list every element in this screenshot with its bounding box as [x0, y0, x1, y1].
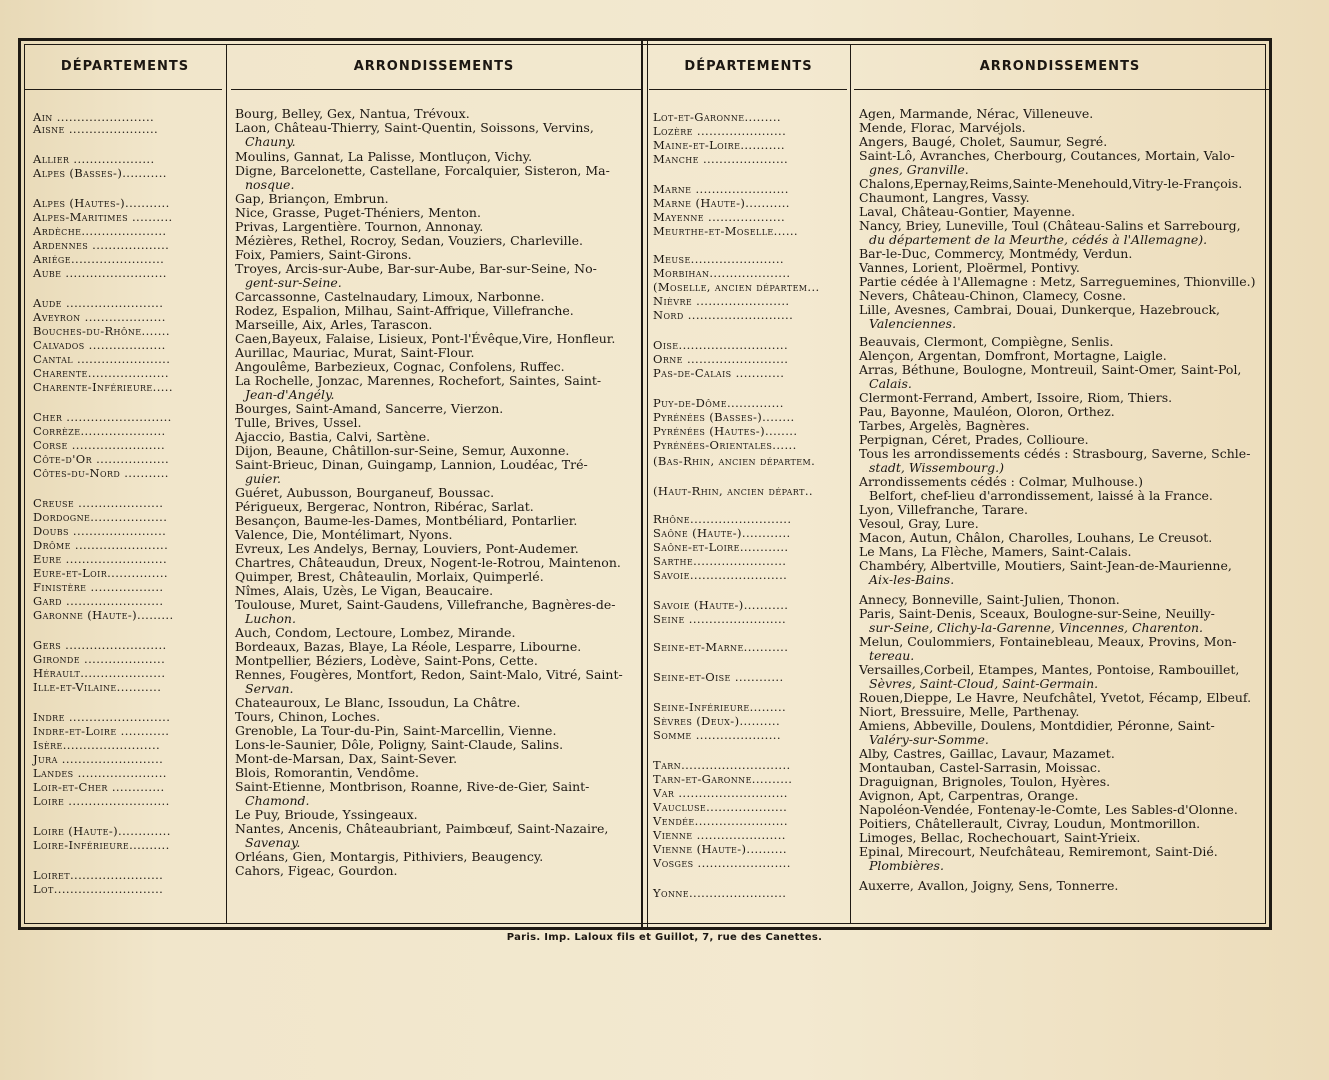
department-name: Sarthe....................... [653, 554, 787, 568]
column-divider [226, 44, 227, 924]
arrondissement-line: tereau. [869, 648, 915, 663]
arrondissement-line: Chaumont, Langres, Vassy. [859, 190, 1030, 205]
arrondissement-line: Paris, Saint-Denis, Sceaux, Boulogne-sur-Seine, Neuilly- [859, 606, 1215, 621]
department-name: Loiret....................... [33, 868, 164, 882]
department-name: Doubs ....................... [33, 524, 167, 538]
department-name: Loire-Inférieure.......... [33, 838, 170, 852]
arrondissement-line: Guéret, Aubusson, Bourganeuf, Boussac. [235, 485, 495, 500]
arrondissement-line: Troyes, Arcis-sur-Aube, Bar-sur-Aube, Bar-sur-Seine, No- [235, 261, 597, 276]
department-name: Côte-d'Or .................. [33, 452, 170, 466]
arrondissement-line: Mende, Florac, Marvéjols. [859, 120, 1026, 135]
arrondissement-line: Le Puy, Brioude, Yssingeaux. [235, 807, 418, 822]
arrondissement-line: Versailles,Corbeil, Etampes, Mantes, Pontoise, Rambouillet, [859, 662, 1240, 677]
arrondissements-column-left [227, 41, 641, 927]
arrondissement-line: Périgueux, Bergerac, Nontron, Ribérac, Sarlat. [235, 499, 534, 514]
arrondissement-line: Melun, Coulommiers, Fontainebleau, Meaux, Provins, Mon- [859, 634, 1237, 649]
department-name: Meuse....................... [653, 252, 784, 266]
department-name: Loire (Haute-)............. [33, 824, 171, 838]
arrondissement-line: Belfort, chef-lieu d'arrondissement, laissé à la France. [869, 488, 1213, 503]
department-name: Aube ......................... [33, 266, 167, 280]
arrondissement-line: Ajaccio, Bastia, Calvi, Sartène. [235, 429, 431, 444]
department-name: Vienne (Haute-).......... [653, 842, 787, 856]
arrondissement-line: Cahors, Figeac, Gourdon. [235, 863, 398, 878]
arrondissement-line: Quimper, Brest, Châteaulin, Morlaix, Quimperlé. [235, 569, 544, 584]
arrondissement-line: Luchon. [245, 611, 296, 626]
header-rule [854, 89, 1269, 90]
department-name: Orne ......................... [653, 352, 789, 366]
department-name: Nièvre ....................... [653, 294, 790, 308]
arrondissement-line: Caen,Bayeux, Falaise, Lisieux, Pont-l'Évêque,Vire, Honfleur. [235, 331, 616, 346]
department-name: Charente.................... [33, 366, 169, 380]
department-name: Cher .......................... [33, 410, 172, 424]
arrondissement-line: Auxerre, Avallon, Joigny, Sens, Tonnerre. [859, 878, 1119, 893]
arrondissement-line: du département de la Meurthe, cédés à l'Allemagne). [869, 232, 1208, 247]
department-name: Charente-Inférieure..... [33, 380, 173, 394]
department-name: Pyrénées-Orientales...... [653, 438, 797, 452]
arrondissement-line: Rodez, Espalion, Milhau, Saint-Affrique, Villefranche. [235, 303, 574, 318]
arrondissement-line: Lons-le-Saunier, Dôle, Poligny, Saint-Claude, Salins. [235, 737, 564, 752]
department-name: Maine-et-Loire........... [653, 138, 785, 152]
arrondissement-line: Chambéry, Albertville, Moutiers, Saint-Jean-de-Maurienne, [859, 558, 1232, 573]
department-name: Bouches-du-Rhône....... [33, 324, 170, 338]
department-name: Saône (Haute-)............ [653, 526, 791, 540]
department-name: Indre ......................... [33, 710, 171, 724]
department-name: Lot........................... [33, 882, 164, 896]
arrondissement-line: Saint-Etienne, Montbrison, Roanne, Rive-de-Gier, Saint- [235, 779, 590, 794]
departments-column-right [647, 41, 850, 927]
arrondissement-line: La Rochelle, Jonzac, Marennes, Rochefort, Saintes, Saint- [235, 373, 602, 388]
arrondissement-line: stadt, Wissembourg.) [869, 460, 1004, 475]
arrondissement-line: Orléans, Gien, Montargis, Pithiviers, Beaugency. [235, 849, 544, 864]
arrondissement-line: Bar-le-Duc, Commercy, Montmédy, Verdun. [859, 246, 1133, 261]
department-name: Pyrénées (Basses-)........ [653, 410, 795, 424]
arrondissement-line: Pau, Bayonne, Mauléon, Oloron, Orthez. [859, 404, 1115, 419]
header-arrondissements-left: ARRONDISSEMENTS [353, 59, 515, 74]
arrondissement-line: Marseille, Aix, Arles, Tarascon. [235, 317, 433, 332]
arrondissement-line: Valenciennes. [869, 316, 957, 331]
arrondissement-line: Montauban, Castel-Sarrasin, Moissac. [859, 760, 1101, 775]
department-name: Eure ......................... [33, 552, 168, 566]
arrondissement-line: Alençon, Argentan, Domfront, Mortagne, Laigle. [859, 348, 1167, 363]
department-name: Savoie (Haute-)........... [653, 598, 789, 612]
arrondissement-line: Besançon, Baume-les-Dames, Montbéliard, Pontarlier. [235, 513, 578, 528]
department-name: (Moselle, ancien départem... [653, 280, 820, 294]
arrondissement-line: Vannes, Lorient, Ploërmel, Pontivy. [859, 260, 1080, 275]
column-divider [850, 44, 851, 924]
arrondissement-line: Bourg, Belley, Gex, Nantua, Trévoux. [235, 106, 470, 121]
department-name: Lozère ...................... [653, 124, 787, 138]
arrondissement-line: Blois, Romorantin, Vendôme. [235, 765, 419, 780]
arrondissement-line: Beauvais, Clermont, Compiègne, Senlis. [859, 334, 1114, 349]
arrondissement-line: Arrondissements cédés : Colmar, Mulhouse.) [859, 474, 1143, 489]
department-name: Ardennes ................... [33, 238, 170, 252]
arrondissement-line: Tulle, Brives, Ussel. [235, 415, 362, 430]
arrondissement-line: Savenay. [245, 835, 301, 850]
arrondissement-line: Plombières. [869, 858, 944, 873]
department-name: Ain ........................ [33, 110, 155, 124]
department-name: Hérault..................... [33, 666, 166, 680]
arrondissement-line: Jean-d'Angély. [245, 387, 335, 402]
arrondissement-line: Tous les arrondissements cédés : Strasbourg, Saverne, Schle- [859, 446, 1251, 461]
arrondissement-line: Evreux, Les Andelys, Bernay, Louviers, Pont-Audemer. [235, 541, 579, 556]
department-name: Marne (Haute-)........... [653, 196, 790, 210]
department-name: Pyrénées (Hautes-)........ [653, 424, 798, 438]
department-name: Vienne ...................... [653, 828, 786, 842]
department-name: Corrèze..................... [33, 424, 166, 438]
department-name: Vosges ....................... [653, 856, 791, 870]
department-name: Jura ......................... [33, 752, 164, 766]
arrondissement-line: Carcassonne, Castelnaudary, Limoux, Narbonne. [235, 289, 545, 304]
arrondissement-line: Nevers, Château-Chinon, Clamecy, Cosne. [859, 288, 1127, 303]
department-name: Saône-et-Loire............ [653, 540, 789, 554]
department-name: Allier .................... [33, 152, 155, 166]
header-departements-right: DÉPARTEMENTS [684, 59, 813, 74]
arrondissements-column-right [851, 41, 1269, 927]
arrondissement-line: Chateauroux, Le Blanc, Issoudun, La Châtre. [235, 695, 521, 710]
department-name: Aisne ...................... [33, 122, 159, 136]
arrondissement-line: Annecy, Bonneville, Saint-Julien, Thonon. [859, 592, 1120, 607]
department-name: Cantal ....................... [33, 352, 171, 366]
arrondissement-line: Valéry-sur-Somme. [869, 732, 989, 747]
arrondissement-line: Lille, Avesnes, Cambrai, Douai, Dunkerque, Hazebrouck, [859, 302, 1220, 317]
department-name: Var ........................... [653, 786, 788, 800]
arrondissement-line: guier. [245, 471, 282, 486]
table-frame [18, 38, 1272, 930]
department-name: (Bas-Rhin, ancien départem. [653, 454, 816, 468]
arrondissement-line: Rennes, Fougères, Montfort, Redon, Saint-Malo, Vitré, Saint- [235, 667, 623, 682]
arrondissement-line: Poitiers, Châtellerault, Civray, Loudun, Montmorillon. [859, 816, 1201, 831]
arrondissement-line: Gap, Briançon, Embrun. [235, 191, 389, 206]
department-name: Vendée....................... [653, 814, 788, 828]
department-name: Seine ........................ [653, 612, 787, 626]
department-name: Vaucluse.................... [653, 800, 788, 814]
arrondissement-line: Chamond. [245, 793, 310, 808]
department-name: Seine-et-Marne........... [653, 640, 789, 654]
arrondissement-line: Angoulême, Barbezieux, Cognac, Confolens, Ruffec. [235, 359, 565, 374]
arrondissement-line: gent-sur-Seine. [245, 275, 342, 290]
department-name: Seine-Inférieure......... [653, 700, 787, 714]
arrondissement-line: Chauny. [245, 134, 296, 149]
header-rule [649, 89, 847, 90]
arrondissement-line: Limoges, Bellac, Rochechouart, Saint-Yrieix. [859, 830, 1141, 845]
arrondissement-line: Bourges, Saint-Amand, Sancerre, Vierzon. [235, 401, 504, 416]
department-name: Calvados ................... [33, 338, 166, 352]
arrondissement-line: Napoléon-Vendée, Fontenay-le-Comte, Les Sables-d'Olonne. [859, 802, 1238, 817]
department-name: Sèvres (Deux-).......... [653, 714, 781, 728]
arrondissement-line: Sèvres, Saint-Cloud, Saint-Germain. [869, 676, 1099, 691]
department-name: Ardèche..................... [33, 224, 167, 238]
department-name: Alpes (Basses-)........... [33, 166, 167, 180]
department-name: Ille-et-Vilaine........... [33, 680, 162, 694]
arrondissement-line: Nice, Grasse, Puget-Théniers, Menton. [235, 205, 481, 220]
arrondissement-line: Toulouse, Muret, Saint-Gaudens, Villefranche, Bagnères-de- [235, 597, 616, 612]
arrondissement-line: Laval, Château-Gontier, Mayenne. [859, 204, 1076, 219]
arrondissement-line: Alby, Castres, Gaillac, Lavaur, Mazamet. [859, 746, 1115, 761]
arrondissement-line: Dijon, Beaune, Châtillon-sur-Seine, Semur, Auxonne. [235, 443, 570, 458]
department-name: Tarn-et-Garonne.......... [653, 772, 793, 786]
department-name: Pas-de-Calais ............ [653, 366, 785, 380]
arrondissement-line: Chartres, Châteaudun, Dreux, Nogent-le-Rotrou, Maintenon. [235, 555, 621, 570]
department-name: Loir-et-Cher ............. [33, 780, 165, 794]
department-name: Marne ....................... [653, 182, 789, 196]
department-name: Mayenne ................... [653, 210, 786, 224]
department-name: Meurthe-et-Moselle...... [653, 224, 798, 238]
header-departements-left: DÉPARTEMENTS [60, 59, 190, 74]
department-name: Manche ..................... [653, 152, 789, 166]
department-name: Gironde .................... [33, 652, 166, 666]
department-name: Loire ......................... [33, 794, 170, 808]
arrondissement-line: Perpignan, Céret, Prades, Collioure. [859, 432, 1089, 447]
department-name: Corse ....................... [33, 438, 166, 452]
arrondissement-line: Chalons,Epernay,Reims,Sainte-Menehould,Vitry-le-François. [859, 176, 1243, 191]
arrondissement-line: Partie cédée à l'Allemagne : Metz, Sarreguemines, Thionville.) [859, 274, 1256, 289]
department-name: Creuse ..................... [33, 496, 164, 510]
arrondissement-line: Angers, Baugé, Cholet, Saumur, Segré. [859, 134, 1108, 149]
arrondissement-line: Moulins, Gannat, La Palisse, Montluçon, Vichy. [235, 149, 533, 164]
arrondissement-line: Laon, Château-Thierry, Saint-Quentin, Soissons, Vervins, [235, 120, 594, 135]
department-name: Lot-et-Garonne......... [653, 110, 781, 124]
arrondissement-line: Foix, Pamiers, Saint-Girons. [235, 247, 412, 262]
department-name: Rhône......................... [653, 512, 792, 526]
arrondissement-line: Epinal, Mirecourt, Neufchâteau, Remiremont, Saint-Dié. [859, 844, 1218, 859]
department-name: Alpes-Maritimes .......... [33, 210, 173, 224]
department-name: Eure-et-Loir............... [33, 566, 168, 580]
department-name: Aude ........................ [33, 296, 164, 310]
arrondissement-line: Valence, Die, Montélimart, Nyons. [235, 527, 453, 542]
department-name: Gard ........................ [33, 594, 164, 608]
arrondissement-line: Nancy, Briey, Luneville, Toul (Château-Salins et Sarrebourg, [859, 218, 1241, 233]
department-name: Tarn........................... [653, 758, 791, 772]
department-name: Indre-et-Loire ............ [33, 724, 170, 738]
department-name: (Haut-Rhin, ancien départ.. [653, 484, 813, 498]
department-name: Aveyron .................... [33, 310, 166, 324]
arrondissement-line: Aurillac, Mauriac, Murat, Saint-Flour. [235, 345, 475, 360]
arrondissement-line: Avignon, Apt, Carpentras, Orange. [859, 788, 1079, 803]
arrondissement-line: Digne, Barcelonette, Castellane, Forcalquier, Sisteron, Ma- [235, 163, 610, 178]
arrondissement-line: Aix-les-Bains. [869, 572, 955, 587]
arrondissement-line: Arras, Béthune, Boulogne, Montreuil, Saint-Omer, Saint-Pol, [859, 362, 1242, 377]
department-name: Ariége....................... [33, 252, 165, 266]
department-name: Puy-de-Dôme.............. [653, 396, 784, 410]
department-name: Isère........................ [33, 738, 161, 752]
arrondissement-line: Saint-Lô, Avranches, Cherbourg, Coutances, Mortain, Valo- [859, 148, 1235, 163]
arrondissement-line: Nantes, Ancenis, Châteaubriant, Paimbœuf, Saint-Nazaire, [235, 821, 609, 836]
arrondissement-line: Privas, Largentière. Tournon, Annonay. [235, 219, 484, 234]
department-name: Morbihan.................... [653, 266, 791, 280]
arrondissement-line: Agen, Marmande, Nérac, Villeneuve. [859, 106, 1094, 121]
department-name: Alpes (Hautes-)........... [33, 196, 170, 210]
arrondissement-line: Grenoble, La Tour-du-Pin, Saint-Marcellin, Vienne. [235, 723, 557, 738]
arrondissement-line: Draguignan, Brignoles, Toulon, Hyères. [859, 774, 1111, 789]
department-name: Drôme ....................... [33, 538, 169, 552]
arrondissement-line: gnes, Granville. [869, 162, 969, 177]
arrondissement-line: Vesoul, Gray, Lure. [859, 516, 979, 531]
arrondissement-line: Saint-Brieuc, Dinan, Guingamp, Lannion, Loudéac, Tré- [235, 457, 588, 472]
header-rule [24, 89, 222, 90]
department-name: Garonne (Haute-)......... [33, 608, 174, 622]
department-name: Gers ......................... [33, 638, 167, 652]
department-name: Dordogne................... [33, 510, 168, 524]
center-double-divider [641, 41, 648, 927]
arrondissement-line: Mézières, Rethel, Rocroy, Sedan, Vouziers, Charleville. [235, 233, 583, 248]
department-name: Yonne........................ [653, 886, 787, 900]
department-name: Oise........................... [653, 338, 789, 352]
arrondissement-line: Mont-de-Marsan, Dax, Saint-Sever. [235, 751, 458, 766]
printer-imprint: Paris. Imp. Laloux fils et Guillot, 7, rue des Canettes. [506, 932, 823, 943]
department-name: Finistère .................. [33, 580, 164, 594]
arrondissement-line: Le Mans, La Flèche, Mamers, Saint-Calais. [859, 544, 1132, 559]
arrondissement-line: Niort, Bressuire, Melle, Parthenay. [859, 704, 1080, 719]
arrondissement-line: Tarbes, Argelès, Bagnères. [859, 418, 1030, 433]
header-rule [231, 89, 641, 90]
arrondissement-line: Clermont-Ferrand, Ambert, Issoire, Riom, Thiers. [859, 390, 1173, 405]
arrondissement-line: Tours, Chinon, Loches. [235, 709, 381, 724]
department-name: Savoie........................ [653, 568, 788, 582]
header-arrondissements-right: ARRONDISSEMENTS [979, 59, 1141, 74]
arrondissement-line: Montpellier, Béziers, Lodève, Saint-Pons, Cette. [235, 653, 538, 668]
arrondissement-line: nosque. [245, 177, 295, 192]
department-name: Côtes-du-Nord ........... [33, 466, 169, 480]
arrondissement-line: Servan. [245, 681, 294, 696]
departments-column-left [24, 41, 226, 927]
arrondissement-line: Amiens, Abbeville, Doulens, Montdidier, Péronne, Saint- [859, 718, 1215, 733]
arrondissement-line: Nîmes, Alais, Uzès, Le Vigan, Beaucaire. [235, 583, 494, 598]
arrondissement-line: Bordeaux, Bazas, Blaye, La Réole, Lesparre, Libourne. [235, 639, 582, 654]
arrondissement-line: Calais. [869, 376, 912, 391]
arrondissement-line: Rouen,Dieppe, Le Havre, Neufchâtel, Yvetot, Fécamp, Elbeuf. [859, 690, 1252, 705]
department-name: Somme ..................... [653, 728, 781, 742]
arrondissement-line: Auch, Condom, Lectoure, Lombez, Mirande. [235, 625, 516, 640]
department-name: Landes ...................... [33, 766, 167, 780]
department-name: Nord .......................... [653, 308, 794, 322]
arrondissement-line: sur-Seine, Clichy-la-Garenne, Vincennes, Charenton. [869, 620, 1204, 635]
department-name: Seine-et-Oise ............ [653, 670, 784, 684]
arrondissement-line: Lyon, Villefranche, Tarare. [859, 502, 1028, 517]
arrondissement-line: Macon, Autun, Châlon, Charolles, Louhans, Le Creusot. [859, 530, 1213, 545]
